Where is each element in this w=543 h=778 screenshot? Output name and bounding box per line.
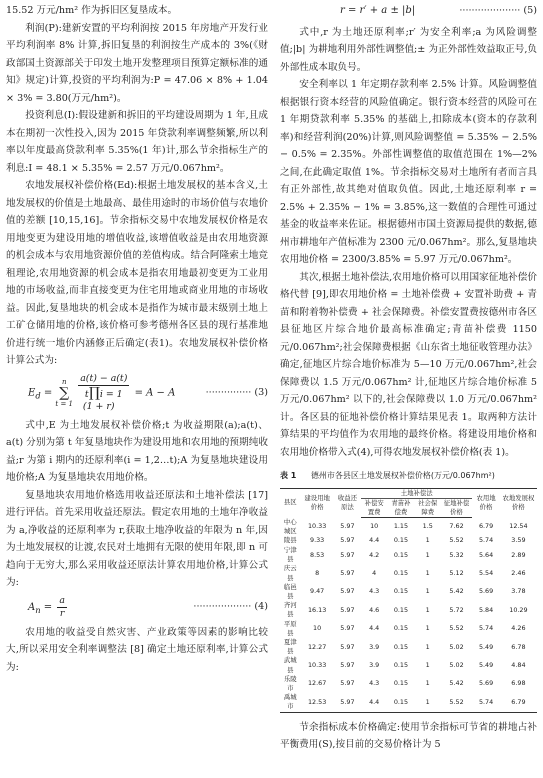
table-row <box>280 583 537 601</box>
compensation-table <box>280 488 537 713</box>
table-cell: 1 <box>425 605 430 614</box>
table-cell: 0.15 <box>393 536 409 545</box>
paragraph-interest-rate: 农用地的收益受自然灾害、产业政策等因素的影响比较大,所以采用安全利率调整法 [8] 确定土地还原利率,计算公式为: <box>6 626 268 673</box>
table-cell: 5.64 <box>478 550 494 559</box>
table-cell: 1.15 <box>393 522 409 531</box>
table-cell: 8.53 <box>310 550 325 559</box>
table-cell: 5.97 <box>340 550 355 559</box>
table-cell-area: 平原县 <box>283 619 297 637</box>
table-cell: 0.15 <box>393 550 409 559</box>
table-caption-label: 表 1 <box>280 471 297 480</box>
eq4-equals: = <box>43 601 53 613</box>
table-cell: 5.97 <box>340 605 355 614</box>
table-cell: 5.74 <box>478 624 494 633</box>
table-cell: 1 <box>425 679 430 688</box>
table-cell: 6.78 <box>511 642 526 651</box>
table-row <box>280 518 537 536</box>
table-cell: 5.97 <box>340 624 355 633</box>
table-cell: 5.52 <box>449 536 464 545</box>
table-cell: 5.97 <box>340 587 355 596</box>
equation-4 <box>6 595 268 620</box>
table-cell: 3.9 <box>369 661 380 670</box>
table-cell: 5.72 <box>449 605 464 614</box>
paragraph-eq5-definitions: 式中,r 为土地还原利率;r′ 为安全利率;a 为风险调整值;|b| 为耕地利用外部性调整值;± 为正外部性效益取正号,负外部性成本取负号。 <box>280 26 537 73</box>
table-cell: 5.74 <box>478 697 494 706</box>
eq3-equals: = <box>43 387 53 398</box>
table-row <box>280 601 537 619</box>
table-cell: 10.33 <box>307 661 327 670</box>
eq4-lhs: A <box>28 601 36 613</box>
table-cell: 6.79 <box>511 697 526 706</box>
table-cell-area: 禹城市 <box>283 693 297 711</box>
table-cell: 3.59 <box>511 536 526 545</box>
table-cell: 5.49 <box>478 642 494 651</box>
col-header-dev: 农地发展权价格 <box>502 493 535 512</box>
table-cell-area: 中心城区 <box>283 517 297 535</box>
table-cell: 12.54 <box>509 522 528 531</box>
eq4-lhs-sub: n <box>35 604 41 615</box>
table-cell: 1 <box>425 624 430 633</box>
table-cell-area: 夏津县 <box>283 638 297 656</box>
eq3-lhs: E <box>28 387 36 398</box>
table-cell: 4.4 <box>369 536 380 545</box>
eq3-fraction <box>78 373 129 413</box>
equation-4-math <box>6 595 69 620</box>
equation-5 <box>280 2 537 20</box>
table-cell: 5.02 <box>449 642 464 651</box>
sum-upper: n <box>61 377 67 386</box>
col-header-area: 县区 <box>283 498 297 507</box>
table-cell: 1 <box>425 569 430 578</box>
table-caption <box>280 467 537 485</box>
col-header-sub3: 社会保障费 <box>415 498 441 517</box>
sum-lower: t = 1 <box>55 399 74 408</box>
table-cell: 4.84 <box>511 661 526 670</box>
equation-5-math: r = r′ + a ± |b| <box>340 5 416 16</box>
table-row <box>280 564 537 582</box>
table-row <box>280 536 537 546</box>
col-header-sub4: 征地补偿价格 <box>441 498 473 517</box>
table-cell: 5.52 <box>449 697 464 706</box>
table-cell: 3.9 <box>369 642 380 651</box>
table-cell: 5.97 <box>340 661 355 670</box>
table-cell: 0.15 <box>393 697 409 706</box>
paragraph-surplus-cost: 节余指标成本价格确定:使用节余指标可节省的耕地占补平衡费用(S),按目前的交易价格计为 5 <box>280 721 537 751</box>
table-row <box>280 638 537 656</box>
table-cell: 10 <box>313 624 322 633</box>
eq3-numerator: a(t) − a(t) <box>80 372 128 384</box>
table-cell: 0.15 <box>393 624 409 633</box>
table-row <box>280 693 537 712</box>
table-cell: 5.52 <box>449 624 464 633</box>
table-cell: 9.33 <box>310 536 325 545</box>
table-cell: 5.97 <box>340 679 355 688</box>
table-cell: 5.54 <box>478 569 494 578</box>
table-cell: 5.32 <box>449 550 464 559</box>
table-cell: 5.69 <box>478 679 494 688</box>
table-cell: 10.33 <box>307 522 327 531</box>
col-header-farm: 农用地价格 <box>476 493 496 512</box>
equation-5-number: ···················· (5) <box>459 5 537 16</box>
table-row <box>280 675 537 693</box>
table-cell: 1 <box>425 642 430 651</box>
col-header-sub2: 青苗补偿费 <box>387 498 415 517</box>
table-cell: 5.12 <box>449 569 464 578</box>
paragraph: 15.52 万元/hm² 作为拆旧区复垦成本。 <box>6 5 178 16</box>
eq4-fraction <box>57 595 67 620</box>
table-cell-area: 陵县 <box>283 536 297 545</box>
eq3-denominator-term: (1 + r) <box>82 400 115 412</box>
paragraph-definitions: 式中,E 为土地发展权补偿价格;t 为收益期限(a);a(t)、a(t) 分别为第 t 年复垦地块作为建设用地和农用地的预期纯收益;r 为第 i 期内的还原利率(i = 1,2…t);A 为复垦地块建设用地价格;A 为复垦地块农用地价格。 <box>6 419 268 483</box>
table-cell: 0.15 <box>393 679 409 688</box>
table-cell: 0.15 <box>393 587 409 596</box>
table-row <box>280 620 537 638</box>
table-cell: 12.27 <box>307 642 327 651</box>
right-column <box>280 2 537 754</box>
table-cell: 4.4 <box>369 624 380 633</box>
paragraph-safe-rate: 安全利率以 1 年定期存款利率 2.5% 计算。风险调整值根据银行资本经营的风险值确定。银行资本经营的风险可在 1 年期贷款利率 5.35% 的基础上,扣除成本(资本的存款利率)和经营利润(20%)计算,则风险调整值 = 5.35% − 2.5% − 0.5% = 2.35%。外部性调整值的取值范围在 1%—2% 之间,在此确定取值 1%。节余指标交易对土地所有者而言具有正外部性,故其绝对值取负值。因此,土地还原利率 r = 2.5% + 2.35% − 1% = 3.85%,这一数值的合理性可通过基金的收益率来佐证。根据德州市国土资源局提供的数据,德州市耕地年产值标准为 2300 元/0.067hm²。那么,复垦地块农用地价格 = 2300/3.85% = 5.97 万元/0.067hm²。 <box>280 79 537 265</box>
table-cell: 5.97 <box>340 569 355 578</box>
table-cell: 1 <box>425 661 430 670</box>
table-cell: 0.15 <box>393 661 409 670</box>
table-cell: 7.62 <box>449 522 464 531</box>
table-cell: 1 <box>425 587 430 596</box>
paragraph-farmland-price: 复垦地块农用地价格选用收益还原法和土地补偿法 [17] 进行评估。首先采用收益还原法。假定农用地的土地年净收益为 a,净收益的还原利率为 r,获取土地净收益的年限为 n 年,因为土地发展权的让渡,农民对土地拥有无限的使用年限,即 n 可趋向于无穷大,那么采用收益还原法计算农用地价格,计算公式为: <box>6 489 268 588</box>
table-cell-area: 庆云县 <box>283 564 297 582</box>
paragraph-interest: 投资利息(I):假设建新和拆旧的平均建设周期为 1 年,且成本在期初一次性投入,因为 2015 年贷款利率调整频繁,所以利率以年度最高贷款利率 5.35%(1 年)计,那么节余指标生产的利息:I = 48.1 × 5.35% = 2.57 万元/0.067hm²。 <box>6 110 268 174</box>
table-cell: 5.84 <box>478 605 494 614</box>
table-cell-area: 乐陵市 <box>283 674 297 693</box>
col-header-group: 土地补偿法 <box>361 488 472 498</box>
table-cell: 1 <box>425 536 430 545</box>
sum-operator: n ∑ t = 1 <box>55 377 74 408</box>
col-header-build: 建设用地价格 <box>304 493 330 512</box>
table-cell: 4.2 <box>369 550 380 559</box>
table-cell: 5.97 <box>340 536 355 545</box>
col-header-yield: 收益还原法 <box>337 493 357 512</box>
table-body <box>280 518 537 713</box>
table-cell: 8 <box>315 569 320 578</box>
table-cell: 5.49 <box>478 661 494 670</box>
table-cell-area: 武城县 <box>283 656 297 674</box>
table-cell: 6.79 <box>478 522 494 531</box>
table-cell: 1 <box>425 697 430 706</box>
table-cell: 4.6 <box>369 605 380 614</box>
table-cell: 3.78 <box>511 587 526 596</box>
prod-lower: i = 1 <box>99 388 123 400</box>
table-cell: 0.15 <box>393 642 409 651</box>
table-cell: 0.15 <box>393 569 409 578</box>
equation-3 <box>6 373 268 413</box>
table-cell-area: 宁津县 <box>283 546 297 564</box>
paragraph-development-right: 农地发展权补偿价格(Ed):根据土地发展权的基本含义,土地发展权的价值是土地最高、最佳用途时的市场价值与农地价值的差额 [10,15,16]。节余指标交易中农地发展权价格是农用地变更为建设用地的增值收益,该增值收益是由农用地资源的机会成本与农用地资源价值的差值构成。结合阿隆索土地竞租理论,农用地资源的机会成本是指农用地最初变更为工业用地的市场收益,而非直接变更为住宅用地或商业用地的市场收益。因此,复垦地块的机会成本是指作为城市最末级别土地上工矿仓储用地的价格,该价格可参考德州各区县的现行基准地价进行统一地价内涵修正后确定(表1)。农地发展权补偿价格计算公式为: <box>6 180 268 366</box>
table-cell: 12.67 <box>307 679 327 688</box>
table-cell: 5.02 <box>449 661 464 670</box>
table-cell: 5.97 <box>340 522 355 531</box>
table-cell-area: 齐河县 <box>283 601 297 619</box>
paragraph-profit: 利润(P):建新安置的平均利润按 2015 年房地产开发行业平均利润率 8% 计算,拆旧复垦的利润按生产成本的 3%(《财政部国土资源部关于印发土地开发整理项目预算定额标准的通知》规定)计算,投资的平均利润为:P = 47.06 × 8% + 1.04 × 3% = 3.80(万元/hm²)。 <box>6 22 268 104</box>
table-cell: 10 <box>370 522 379 531</box>
table-cell: 0.15 <box>393 605 409 614</box>
eq4-numerator: a <box>59 594 65 606</box>
table-cell: 6.98 <box>511 679 526 688</box>
table-cell: 5.74 <box>478 536 494 545</box>
prod-upper: t <box>84 388 89 400</box>
table-cell: 16.13 <box>307 605 327 614</box>
eq3-lhs-sub: d <box>35 390 41 400</box>
paragraph-land-compensation: 其次,根据土地补偿法,农用地价格可以用国家征地补偿价格代替 [9],即农用地价格 = 土地补偿费 + 安置补助费 + 青苗和附着物补偿费 + 社会保障费。补偿安置费按德州市各区县征地区片综合地价最高标准确定;青苗补偿费 1150 元/0.067hm²;社会保障费根据《山东省土地征收管理办法》确定,征地区片综合地价标准为 5—10 万元/0.067hm²,社会保障费以 1.5 万元/0.067hm² 计,征地区片综合地价标准 5 万元/0.067hm² 以下的,社会保障费以 1.0 万元/0.067hm² 计。各区县的征地补偿价格计算结果见表 1。取两种方法计算结果的平均值作为农用地的最终价格。将建设用地价格和农用地价格带入式(4),可得农地发展权补偿价格(表 1)。 <box>280 271 537 458</box>
table-caption-text: 德州市各县区土地发展权补偿价格(万元/0.067hm²) <box>310 471 495 480</box>
equation-3-number: ··············· (3) <box>205 386 268 398</box>
equation-3-math <box>6 373 175 413</box>
col-header-sub1: 补偿安置费 <box>361 498 387 517</box>
table-cell: 5.42 <box>449 587 464 596</box>
table-cell-area: 临邑县 <box>283 582 297 601</box>
table-cell: 12.53 <box>307 697 327 706</box>
table-cell: 4.3 <box>369 587 380 596</box>
equation-4-number: ··················· (4) <box>193 601 268 613</box>
table-cell: 4.3 <box>369 679 380 688</box>
table-cell: 1 <box>425 550 430 559</box>
table-cell: 5.97 <box>340 697 355 706</box>
eq4-denominator: r <box>59 607 65 619</box>
left-column <box>6 2 268 676</box>
product-operator: t∏i = 1 <box>84 384 123 401</box>
table-row <box>280 546 537 564</box>
table-cell: 10.29 <box>509 605 528 614</box>
table-cell: 4.4 <box>369 697 380 706</box>
eq3-denominator <box>81 386 127 413</box>
eq3-rhs: = A − A <box>134 387 176 398</box>
table-cell: 1.5 <box>422 522 433 531</box>
table-cell: 2.89 <box>511 550 526 559</box>
table-cell: 2.46 <box>511 569 526 578</box>
table-cell: 5.97 <box>340 642 355 651</box>
table-cell: 4.26 <box>511 624 526 633</box>
table-cell: 9.47 <box>310 587 325 596</box>
table-cell: 4 <box>372 569 377 578</box>
table-cell: 5.69 <box>478 587 494 596</box>
table-cell: 5.42 <box>449 679 464 688</box>
table-row <box>280 656 537 674</box>
